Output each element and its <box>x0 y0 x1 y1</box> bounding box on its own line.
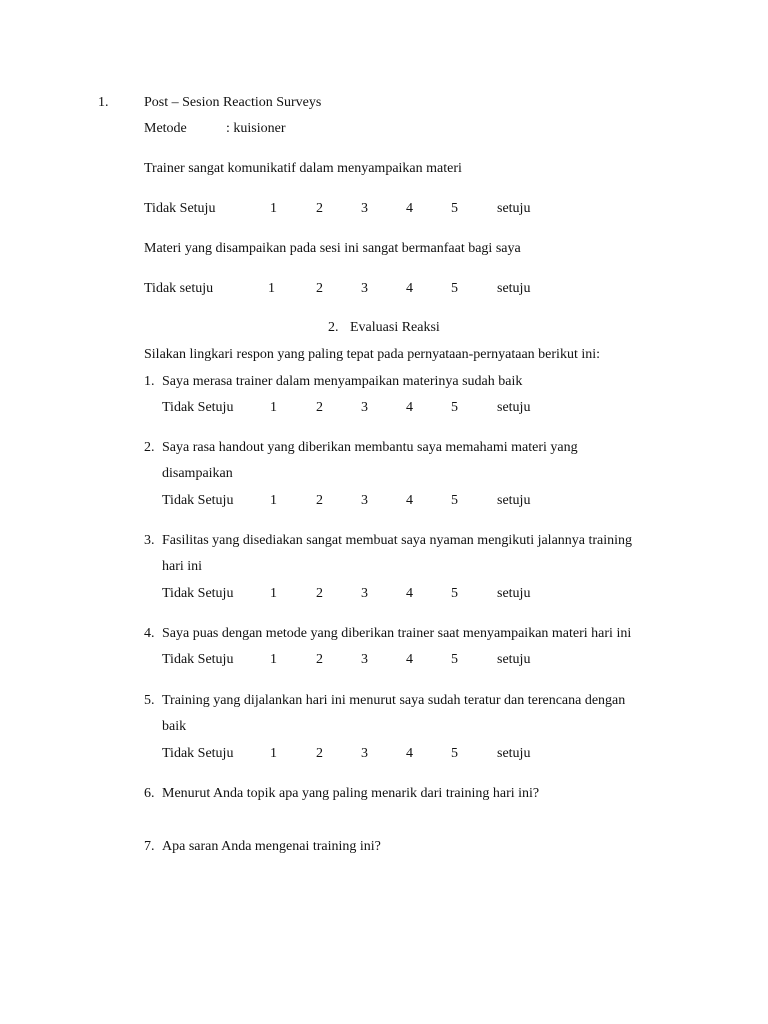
scale-high-label: setuju <box>497 493 531 508</box>
scale-option-4[interactable]: 4 <box>406 746 413 761</box>
scale-option-1[interactable]: 1 <box>270 746 277 761</box>
scale-option-5[interactable]: 5 <box>451 652 458 667</box>
rating-scale <box>162 585 562 603</box>
scale-option-2[interactable]: 2 <box>316 493 323 508</box>
scale-low-label: Tidak Setuju <box>162 746 234 761</box>
scale-option-3[interactable]: 3 <box>361 746 368 761</box>
question-number: 5. <box>144 693 155 708</box>
scale-option-1[interactable]: 1 <box>268 281 275 296</box>
section-1-number: 1. <box>98 95 109 110</box>
scale-option-4[interactable]: 4 <box>406 201 413 216</box>
question-number: 2. <box>144 440 155 455</box>
scale-low-label: Tidak setuju <box>144 281 214 296</box>
section-2-number: 2. <box>328 320 339 335</box>
rating-scale <box>162 492 562 510</box>
method-label: Metode <box>144 121 187 136</box>
question-number: 6. <box>144 786 155 801</box>
survey-statement: Materi yang disampaikan pada sesi ini sangat bermanfaat bagi saya <box>144 241 521 256</box>
instruction-text: Silakan lingkari respon yang paling tepat pada pernyataan-pernyataan berikut ini: <box>144 347 601 362</box>
scale-high-label: setuju <box>497 746 531 761</box>
question-line: Saya puas dengan metode yang diberikan trainer saat menyampaikan materi hari ini <box>162 626 632 641</box>
scale-low-label: Tidak Setuju <box>162 400 234 415</box>
scale-option-3[interactable]: 3 <box>361 201 368 216</box>
question-line: baik <box>162 719 187 734</box>
scale-low-label: Tidak Setuju <box>144 201 216 216</box>
section-1-title: Post – Sesion Reaction Surveys <box>144 95 322 110</box>
scale-option-3[interactable]: 3 <box>361 652 368 667</box>
scale-high-label: setuju <box>497 281 531 296</box>
question-3-text <box>162 532 722 584</box>
question-line: disampaikan <box>162 466 233 481</box>
scale-option-2[interactable]: 2 <box>316 201 323 216</box>
scale-option-3[interactable]: 3 <box>361 281 368 296</box>
scale-high-label: setuju <box>497 652 531 667</box>
scale-option-4[interactable]: 4 <box>406 493 413 508</box>
scale-high-label: setuju <box>497 586 531 601</box>
question-4-text <box>162 625 722 651</box>
question-line: Saya merasa trainer dalam menyampaikan materinya sudah baik <box>162 374 523 389</box>
survey-statement: Trainer sangat komunikatif dalam menyampaikan materi <box>144 161 462 176</box>
rating-scale <box>162 651 562 669</box>
scale-option-5[interactable]: 5 <box>451 493 458 508</box>
scale-option-1[interactable]: 1 <box>270 493 277 508</box>
scale-option-5[interactable]: 5 <box>451 400 458 415</box>
rating-scale <box>144 280 564 298</box>
scale-option-4[interactable]: 4 <box>406 281 413 296</box>
rating-scale <box>162 745 562 763</box>
scale-option-1[interactable]: 1 <box>270 201 277 216</box>
scale-option-5[interactable]: 5 <box>451 201 458 216</box>
question-number: 4. <box>144 626 155 641</box>
scale-option-4[interactable]: 4 <box>406 586 413 601</box>
scale-option-3[interactable]: 3 <box>361 493 368 508</box>
scale-low-label: Tidak Setuju <box>162 652 234 667</box>
scale-low-label: Tidak Setuju <box>162 586 234 601</box>
question-line: Fasilitas yang disediakan sangat membuat saya nyaman mengikuti jalannya training <box>162 533 633 548</box>
scale-option-2[interactable]: 2 <box>316 586 323 601</box>
question-1-text <box>162 373 702 399</box>
section-2-title: Evaluasi Reaksi <box>350 320 440 335</box>
question-line: hari ini <box>162 559 203 574</box>
question-5-text <box>162 692 722 744</box>
question-line: Training yang dijalankan hari ini menurut saya sudah teratur dan terencana dengan <box>162 693 626 708</box>
rating-scale <box>144 200 564 218</box>
question-number: 7. <box>144 839 155 854</box>
scale-option-1[interactable]: 1 <box>270 652 277 667</box>
scale-option-2[interactable]: 2 <box>316 746 323 761</box>
scale-option-5[interactable]: 5 <box>451 586 458 601</box>
scale-option-2[interactable]: 2 <box>316 400 323 415</box>
scale-option-3[interactable]: 3 <box>361 400 368 415</box>
question-7-text: Apa saran Anda mengenai training ini? <box>162 839 381 854</box>
scale-high-label: setuju <box>497 400 531 415</box>
scale-option-5[interactable]: 5 <box>451 281 458 296</box>
question-number: 3. <box>144 533 155 548</box>
scale-option-4[interactable]: 4 <box>406 652 413 667</box>
rating-scale <box>162 399 562 417</box>
scale-option-3[interactable]: 3 <box>361 586 368 601</box>
question-2-text <box>162 439 702 491</box>
scale-option-2[interactable]: 2 <box>316 281 323 296</box>
question-6-text: Menurut Anda topik apa yang paling menarik dari training hari ini? <box>162 786 540 801</box>
scale-option-5[interactable]: 5 <box>451 746 458 761</box>
question-number: 1. <box>144 374 155 389</box>
question-line: Saya rasa handout yang diberikan membantu saya memahami materi yang <box>162 440 578 455</box>
scale-option-4[interactable]: 4 <box>406 400 413 415</box>
scale-low-label: Tidak Setuju <box>162 493 234 508</box>
scale-option-2[interactable]: 2 <box>316 652 323 667</box>
scale-option-1[interactable]: 1 <box>270 400 277 415</box>
method-value: : kuisioner <box>226 121 286 136</box>
scale-high-label: setuju <box>497 201 531 216</box>
scale-option-1[interactable]: 1 <box>270 586 277 601</box>
